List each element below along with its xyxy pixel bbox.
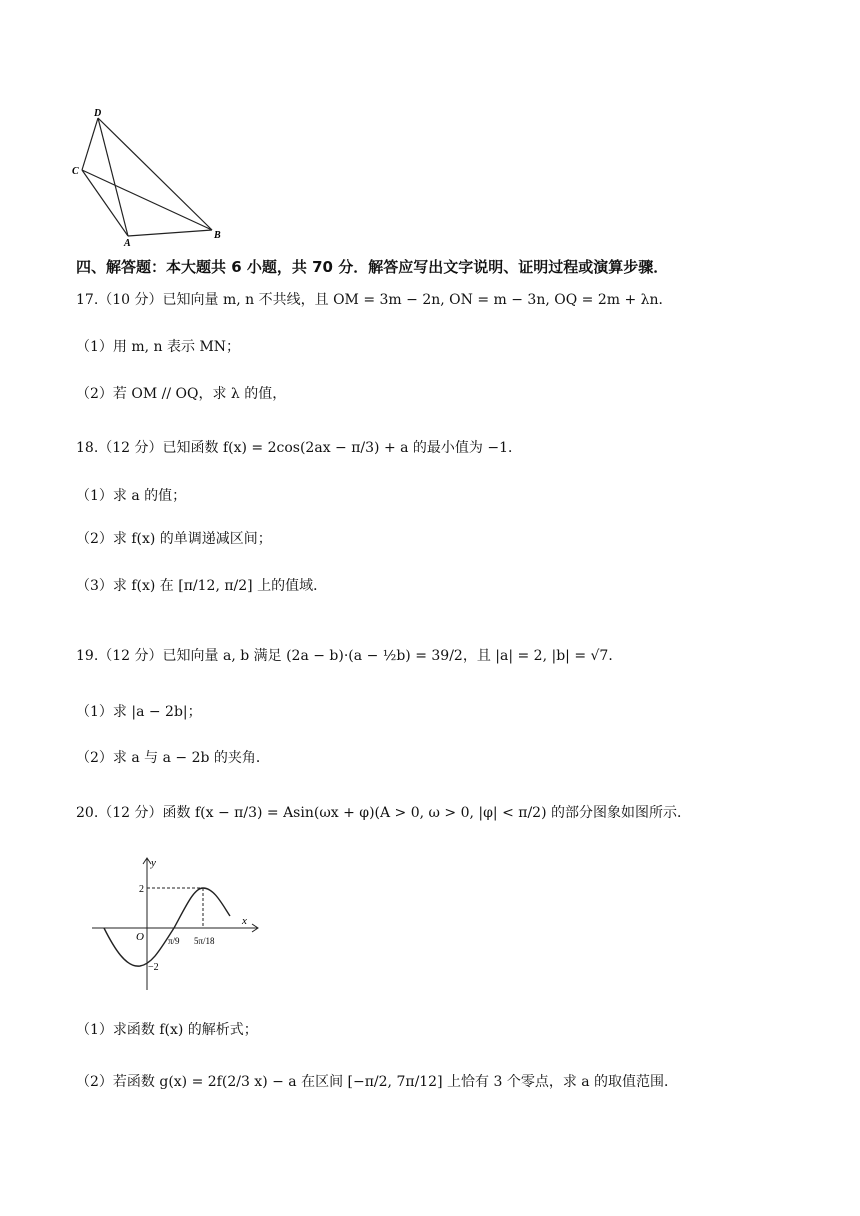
y-max-label: 2 (139, 884, 144, 895)
problem-18-part-1: （1）求 a 的值； (76, 488, 187, 504)
problem-17-part-1: （1）用 m, n 表示 MN； (76, 339, 241, 355)
section-heading: 四、解答题：本大题共 6 小题，共 70 分．解答应写出文字说明、证明过程或演算步骤． (76, 258, 669, 276)
y-axis-label: y (151, 857, 156, 869)
problem-20-text: 函数 f(x − π/3) = Asin(ωx + φ)(A > 0, ω > 0, |φ| < π/2) 的部分图象如图所示． (162, 805, 691, 821)
label-c: C (72, 166, 79, 177)
problem-19-stem (76, 646, 622, 666)
origin-label: O (136, 931, 144, 943)
x-axis-label: x (242, 915, 247, 927)
quadrilateral-figure (70, 104, 230, 248)
problem-18-score: （12 分） (98, 440, 163, 456)
x-tick-label-1: π/9 (168, 936, 180, 946)
problem-20-part-2: （2）若函数 g(x) = 2f(2/3 x) − a 在区间 [−π/2, 7π/12] 上恰有 3 个零点，求 a 的取值范围． (76, 1074, 679, 1090)
label-b: B (214, 230, 221, 241)
problem-20-number: 20. (76, 805, 99, 821)
problem-19-text: 已知向量 a, b 满足 (2a − b)·(a − ½b) = 39/2，且 |a| = 2, |b| = √7． (162, 648, 623, 664)
y-min-label: −2 (148, 962, 159, 973)
problem-18-number: 18. (76, 440, 99, 456)
x-tick-label-2: 5π/18 (194, 936, 215, 946)
sine-curve (104, 888, 230, 966)
problem-20-part-1: （1）求函数 f(x) 的解析式； (76, 1022, 258, 1038)
problem-19-score: （12 分） (98, 648, 163, 664)
problem-19-part-2: （2）求 a 与 a − 2b 的夹角． (76, 750, 270, 766)
label-a: A (124, 238, 131, 248)
problem-17-score: （10 分） (98, 292, 163, 308)
sinusoid-graph (90, 852, 270, 997)
problem-17-text: 已知向量 m, n 不共线，且 OM = 3m − 2n, ON = m − 3n, OQ = 2m + λn． (162, 292, 673, 308)
problem-20-stem (76, 803, 691, 823)
problem-18-part-2: （2）求 f(x) 的单调递减区间； (76, 531, 272, 547)
problem-19-number: 19. (76, 648, 99, 664)
label-d: D (94, 108, 102, 119)
problem-20-score: （12 分） (98, 805, 163, 821)
problem-18-text: 已知函数 f(x) = 2cos(2ax − π/3) + a 的最小值为 −1． (162, 440, 523, 456)
problem-19-part-1: （1）求 |a − 2b|； (76, 704, 202, 720)
problem-17-stem (76, 290, 673, 310)
problem-18-part-3: （3）求 f(x) 在 [π/12, π/2] 上的值域． (76, 578, 328, 594)
problem-17-number: 17. (76, 292, 99, 308)
problem-17-part-2: （2）若 OM // OQ，求 λ 的值， (76, 386, 287, 402)
problem-18-stem (76, 438, 522, 458)
